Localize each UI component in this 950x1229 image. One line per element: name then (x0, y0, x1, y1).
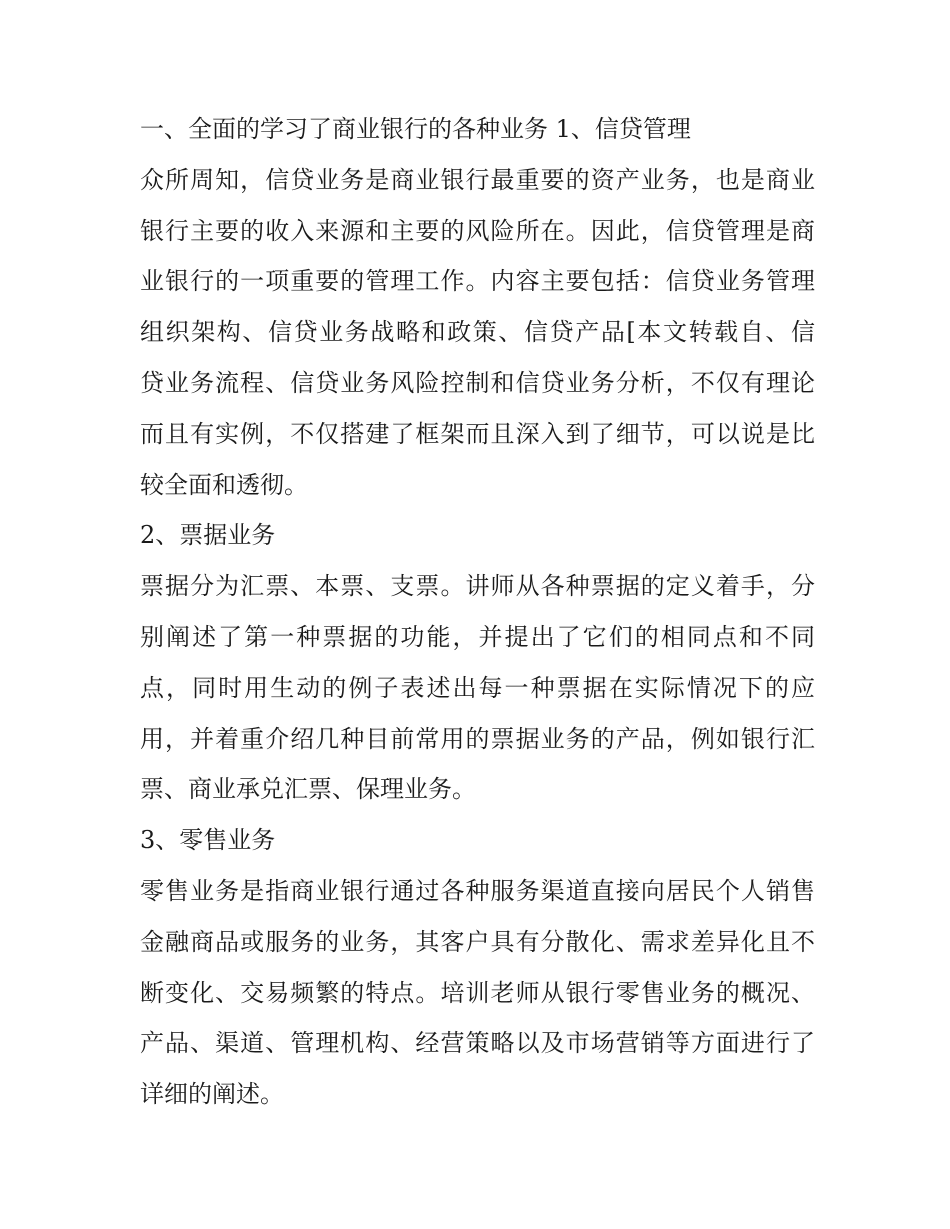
section-heading-bills: 2、票据业务 (140, 521, 276, 550)
paragraph-line: 业银行的一项重要的管理工作。内容主要包括：信贷业务管理 (140, 267, 815, 296)
paragraph-line: 零售业务是指商业银行通过各种服务渠道直接向居民个人销售 (140, 876, 815, 905)
paragraph-line: 别阐述了第一种票据的功能，并提出了它们的相同点和不同 (140, 622, 815, 651)
paragraph-line: 断变化、交易频繁的特点。培训老师从银行零售业务的概况、 (140, 978, 815, 1007)
paragraph-line: 点，同时用生动的例子表述出每一种票据在实际情况下的应 (140, 673, 815, 702)
paragraph-line: 票、商业承兑汇票、保理业务。 (140, 775, 476, 804)
paragraph-line: 银行主要的收入来源和主要的风险所在。因此，信贷管理是商 (140, 216, 815, 245)
section-heading-credit: 一、全面的学习了商业银行的各种业务 1、信贷管理 (140, 115, 691, 143)
paragraph-line: 众所周知，信贷业务是商业银行最重要的资产业务，也是商业 (140, 165, 815, 194)
paragraph-line: 较全面和透彻。 (140, 470, 308, 499)
paragraph-line: 贷业务流程、信贷业务风险控制和信贷业务分析，不仅有理论 (140, 368, 815, 397)
paragraph-line: 组织架构、信贷业务战略和政策、信贷产品[本文转载自、信 (140, 318, 815, 347)
section-heading-retail: 3、零售业务 (140, 826, 276, 855)
paragraph-line: 详细的阐述。 (140, 1080, 284, 1109)
document-body (140, 104, 815, 1120)
paragraph-line: 产品、渠道、管理机构、经营策略以及市场营销等方面进行了 (140, 1029, 815, 1058)
paragraph-line: 金融商品或服务的业务，其客户具有分散化、需求差异化且不 (140, 927, 815, 956)
paragraph-line: 票据分为汇票、本票、支票。讲师从各种票据的定义着手，分 (140, 572, 815, 601)
paragraph-line: 用，并着重介绍几种目前常用的票据业务的产品，例如银行汇 (140, 724, 815, 753)
paragraph-line: 而且有实例，不仅搭建了框架而且深入到了细节，可以说是比 (140, 419, 815, 448)
